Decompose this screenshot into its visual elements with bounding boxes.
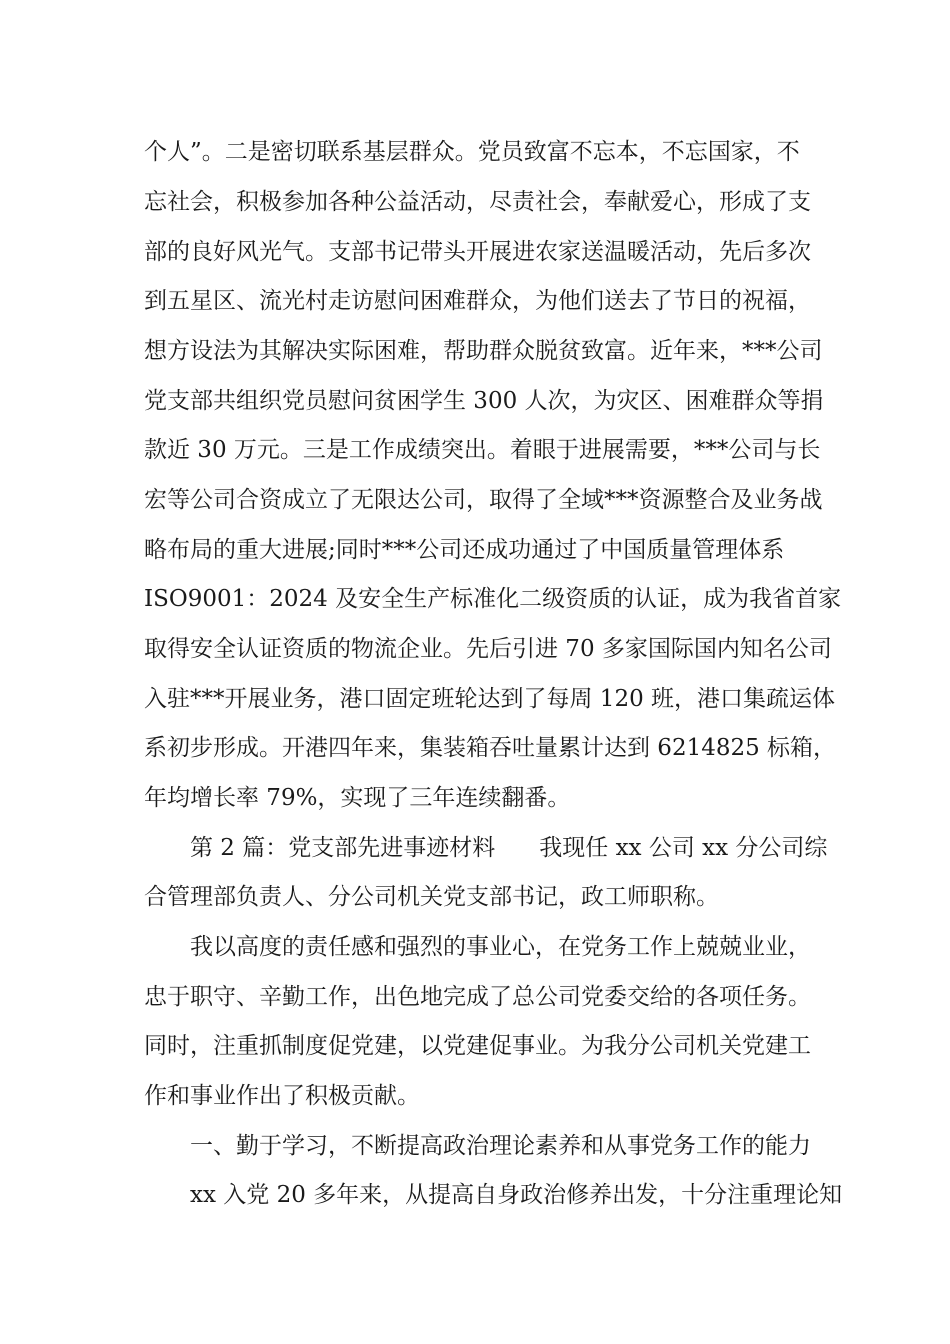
- text-line: 忘社会，积极参加各种公益活动，尽责社会，奉献爱心，形成了支: [144, 189, 811, 215]
- text-line: 部的良好风光气。支部书记带头开展进农家送温暖活动，先后多次: [144, 239, 811, 265]
- section-heading: 一、勤于学习，不断提高政治理论素养和从事党务工作的能力: [190, 1133, 811, 1159]
- text-line: 到五星区、流光村走访慰问困难群众，为他们送去了节日的祝福，: [144, 288, 811, 314]
- text-line: 我以高度的责任感和强烈的事业心，在党务工作上兢兢业业，: [190, 934, 811, 960]
- text-line: 系初步形成。开港四年来，集装箱吞吐量累计达到 6214825 标箱，: [144, 735, 837, 761]
- text-line: 党支部共组织党员慰问贫困学生 300 人次，为灾区、困难群众等捐: [144, 388, 824, 414]
- text-line: 取得安全认证资质的物流企业。先后引进 70 多家国际国内知名公司: [144, 636, 832, 662]
- text-line: 略布局的重大进展;同时***公司还成功通过了中国质量管理体系: [144, 537, 785, 563]
- text-line: 宏等公司合资成立了无限达公司，取得了全域***资源整合及业务战: [144, 487, 823, 513]
- text-line: 想方设法为其解决实际困难，帮助群众脱贫致富。近年来，***公司: [144, 338, 823, 364]
- text-line: 个人”。二是密切联系基层群众。党员致富不忘本，不忘国家，不: [144, 139, 800, 165]
- text-line: 我现任 xx 公司 xx 分公司综: [539, 835, 828, 861]
- text-line: 入驻***开展业务，港口固定班轮达到了每周 120 班，港口集疏运体: [144, 686, 836, 712]
- text-line: 忠于职守、辛勤工作，出色地完成了总公司党委交给的各项任务。: [144, 984, 811, 1010]
- text-line: 作和事业作出了积极贡献。: [144, 1083, 420, 1109]
- text-line: 年均增长率 79%，实现了三年连续翻番。: [144, 785, 571, 811]
- text-line: 合管理部负责人、分公司机关党支部书记，政工师职称。: [144, 884, 719, 910]
- text-line: 同时，注重抓制度促党建，以党建促事业。为我分公司机关党建工: [144, 1033, 811, 1059]
- article-heading: 第 2 篇：党支部先进事迹材料: [190, 835, 496, 861]
- text-line: ISO9001：2024 及安全生产标准化二级资质的认证，成为我省首家: [144, 586, 842, 612]
- text-line: xx 入党 20 多年来，从提高自身政治修养出发，十分注重理论知: [190, 1182, 843, 1208]
- text-line: 款近 30 万元。三是工作成绩突出。着眼于进展需要，***公司与长: [144, 437, 821, 463]
- article-heading-line: [190, 828, 827, 868]
